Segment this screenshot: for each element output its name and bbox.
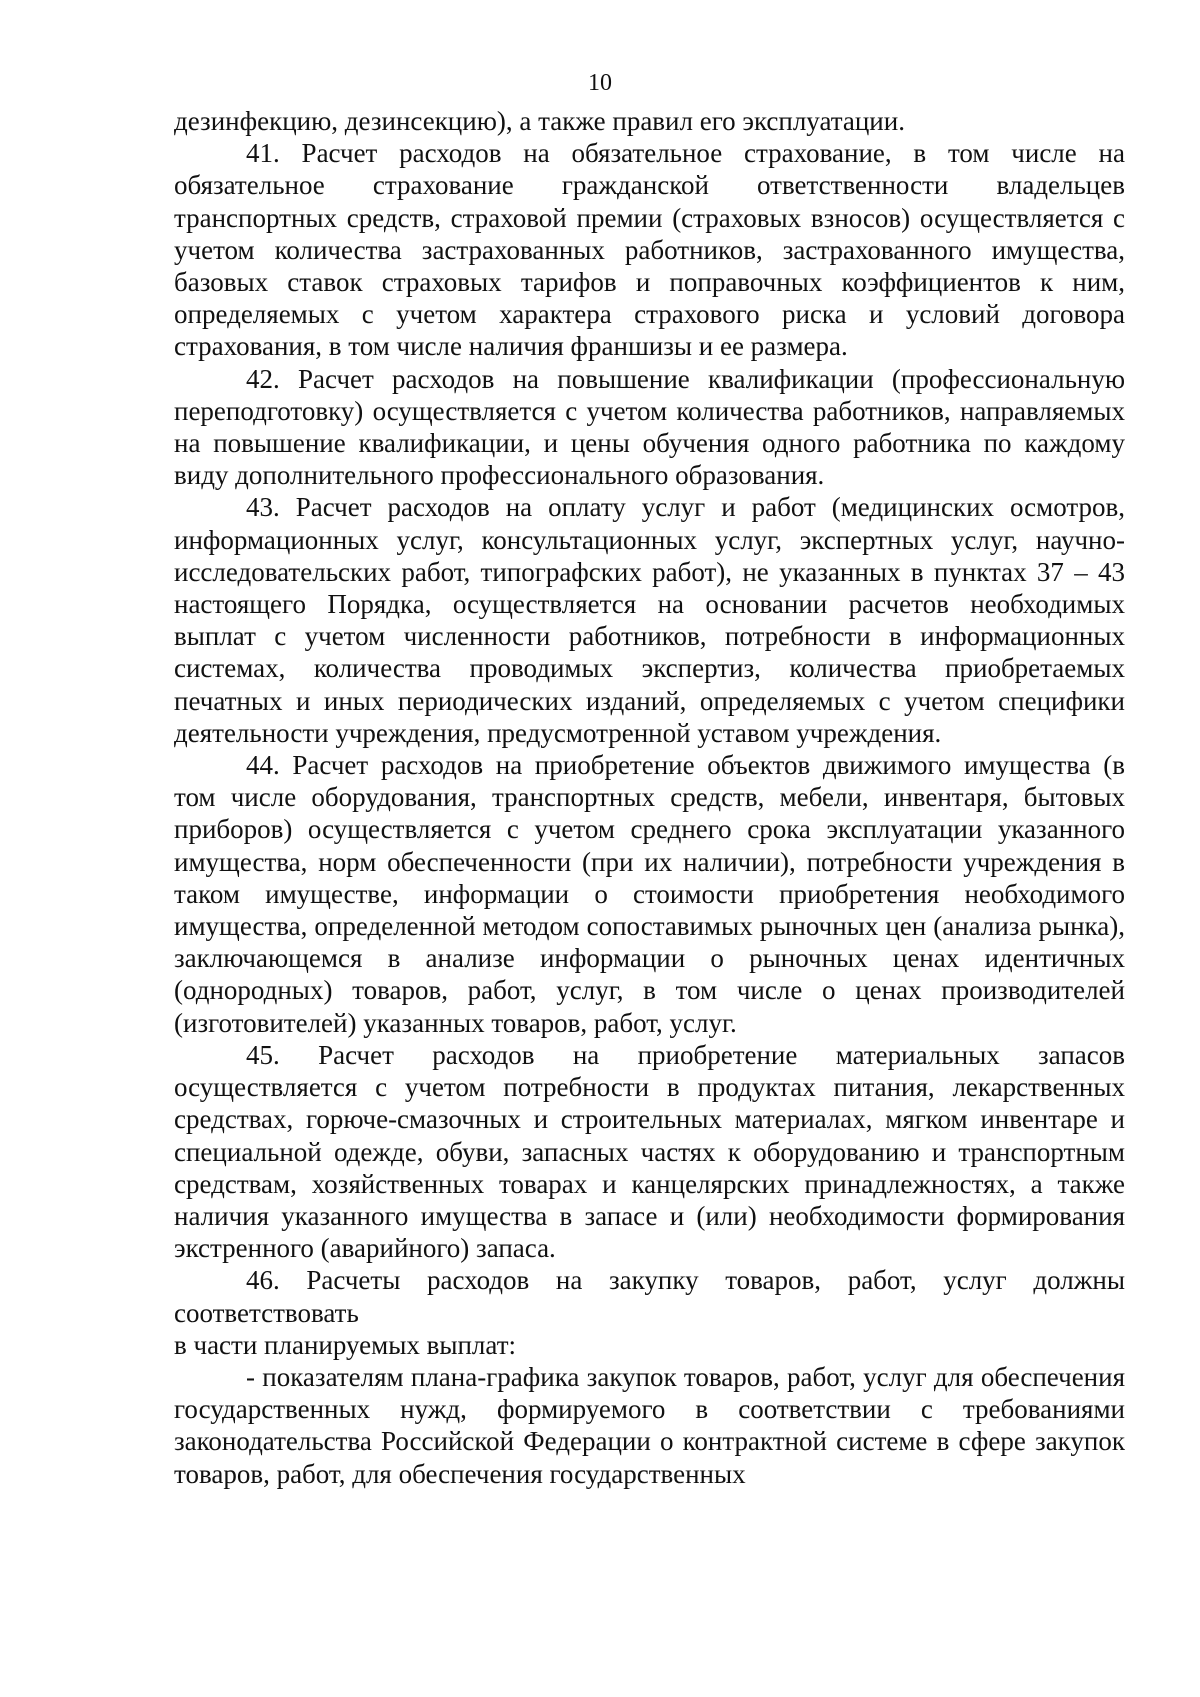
paragraph-43: 43. Расчет расходов на оплату услуг и работ (медицинских осмотров, информационных услуг, консультационных услуг, экспертных услуг, научно-исследовательских работ, типографских работ), не указанных в пунктах 37 – 43 настоящего Порядка, осуществляется на основании расчетов необходимых выплат с учетом численности работников, потребности в информационных системах, количества проводимых экспертиз, количества приобретаемых печатных и иных периодических изданий, определяемых с учетом специфики деятельности учреждения, предусмотренной уставом учреждения. bbox=[174, 492, 1125, 748]
page-number: 10 bbox=[588, 70, 612, 96]
paragraph-45: 45. Расчет расходов на приобретение материальных запасов осуществляется с учетом потребности в продуктах питания, лекарственных средствах, горюче-смазочных и строительных материалах, мягком инвентаре и специальной одежде, обуви, запасных частях к оборудованию и транспортным средствам, хозяйственных товарах и канцелярских принадлежностях, а также наличия указанного имущества в запасе и (или) необходимости формирования экстренного (аварийного) запаса. bbox=[174, 1039, 1125, 1264]
paragraph-continuation: дезинфекцию, дезинсекцию), а также правил его эксплуатации. bbox=[174, 106, 905, 136]
paragraph-44: 44. Расчет расходов на приобретение объектов движимого имущества (в том числе оборудования, транспортных средств, мебели, инвентаря, бытовых приборов) осуществляется с учетом среднего срока эксплуатации указанного имущества, норм обеспеченности (при их наличии), потребности учреждения в таком имуществе, информации о стоимости приобретения необходимого имущества, определенной методом сопоставимых рыночных цен (анализа рынка), заключающемся в анализе информации о рыночных ценах идентичных (однородных) товаров, работ, услуг, в том числе о ценах производителей (изготовителей) указанных товаров, работ, услуг. bbox=[174, 750, 1125, 1038]
paragraph-46-part: в части планируемых выплат: bbox=[174, 1329, 516, 1360]
paragraph-46: 46. Расчеты расходов на закупку товаров, работ, услуг должны соответствовать bbox=[174, 1265, 1125, 1328]
paragraph-41: 41. Расчет расходов на обязательное страхование, в том числе на обязательное страхование гражданской ответственности владельцев транспортных средств, страховой премии (страховых взносов) осуществляется с учетом количества застрахованных работников, застрахованного имущества, базовых ставок страховых тарифов и поправочных коэффициентов к ним, определяемых с учетом характера страхового риска и условий договора страхования, в том числе наличия франшизы и ее размера. bbox=[174, 138, 1125, 362]
paragraph-46-item: - показателям плана-графика закупок товаров, работ, услуг для обеспечения государственных нужд, формируемого в соответствии с требованиями законодательства Российской Федерации о контрактной системе в сфере закупок товаров, работ, для обеспечения государственных bbox=[174, 1361, 1125, 1489]
paragraph-42: 42. Расчет расходов на повышение квалификации (профессиональную переподготовку) осуществляется с учетом количества работников, направляемых на повышение квалификации, и цены обучения одного работника по каждому виду дополнительного профессионального образования. bbox=[174, 363, 1125, 491]
document-body bbox=[174, 105, 1125, 1490]
